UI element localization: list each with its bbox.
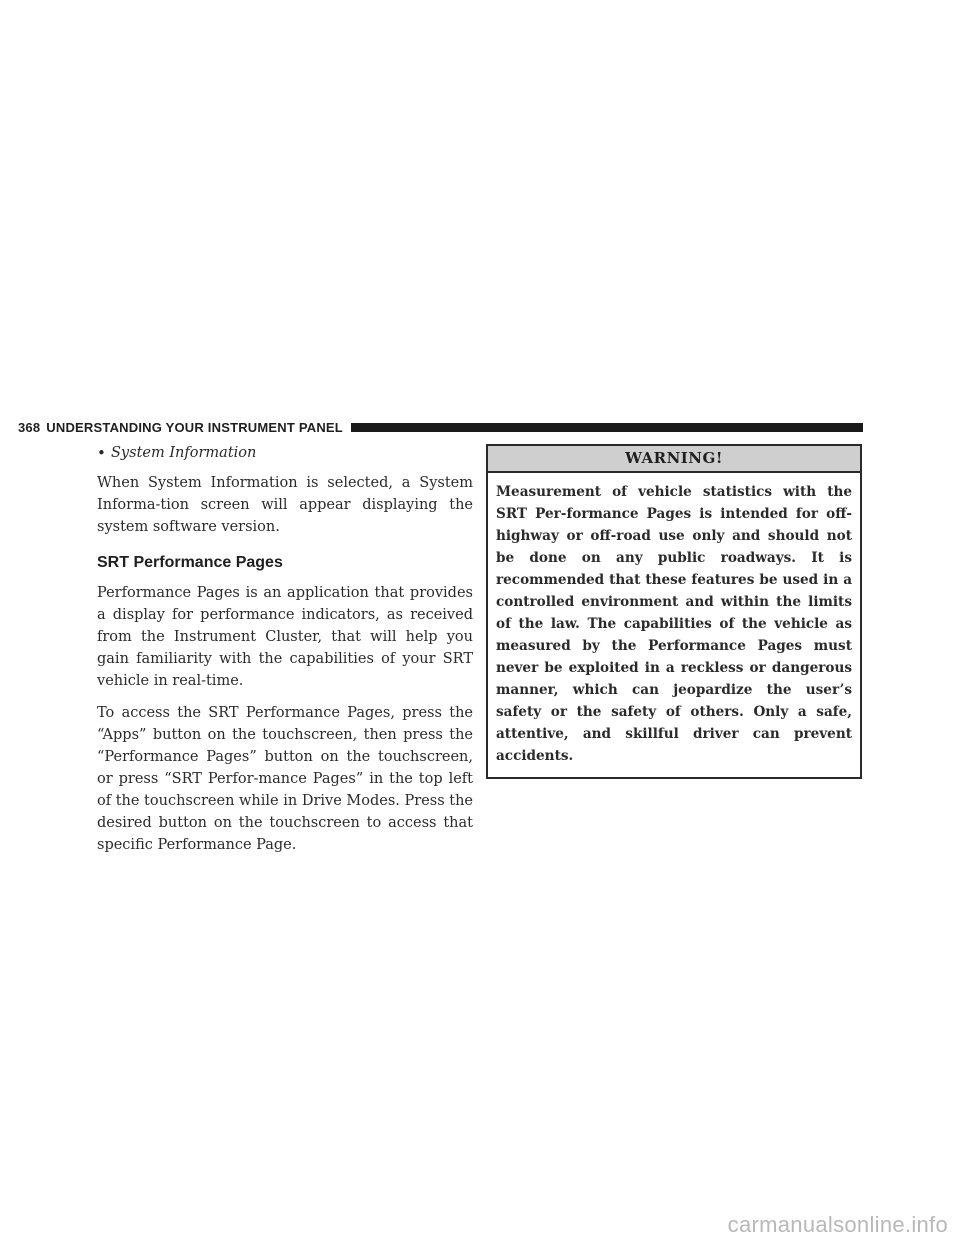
warning-box bbox=[486, 444, 862, 779]
warning-title: WARNING! bbox=[488, 446, 860, 473]
warning-text: Measurement of vehicle statistics with the SRT Per-formance Pages is intended for off-highway or off-road use only and should not be done on any public roadways. It is recommended that these features be used in a controlled environment and within the limits of the law. The capabilities of the vehicle as measured by the Performance Pages must never be exploited in a reckless or dangerous manner, which can jeopardize the user’s safety or the safety of others. Only a safe, attentive, and skillful driver can prevent accidents. bbox=[496, 484, 852, 764]
watermark: carmanualsonline.info bbox=[727, 1212, 948, 1237]
bullet-text: System Information bbox=[111, 445, 257, 461]
left-column bbox=[97, 440, 473, 866]
bullet-dot-icon: • bbox=[97, 444, 106, 462]
bullet-item bbox=[97, 442, 473, 464]
srt-performance-pages-heading: SRT Performance Pages bbox=[97, 554, 283, 571]
system-information-paragraph: When System Information is selected, a System Informa-tion screen will appear displaying the system software version. bbox=[97, 475, 473, 535]
header-rule bbox=[351, 423, 863, 432]
section-title: UNDERSTANDING YOUR INSTRUMENT PANEL bbox=[46, 419, 343, 435]
page-header bbox=[18, 418, 863, 436]
page-number: 368 bbox=[18, 419, 41, 435]
performance-pages-paragraph: Performance Pages is an application that provides a display for performance indicators, as received from the Instrument Cluster, that will help you gain familiarity with the capabilities of your SRT vehicle in real-time. bbox=[97, 585, 473, 689]
access-instructions-paragraph: To access the SRT Performance Pages, press the “Apps” button on the touchscreen, then press the “Performance Pages” button on the touchscreen, or press “SRT Perfor-mance Pages” in the top left of the touchscreen while in Drive Modes. Press the desired button on the touchscreen to access that specific Performance Page. bbox=[97, 705, 474, 853]
